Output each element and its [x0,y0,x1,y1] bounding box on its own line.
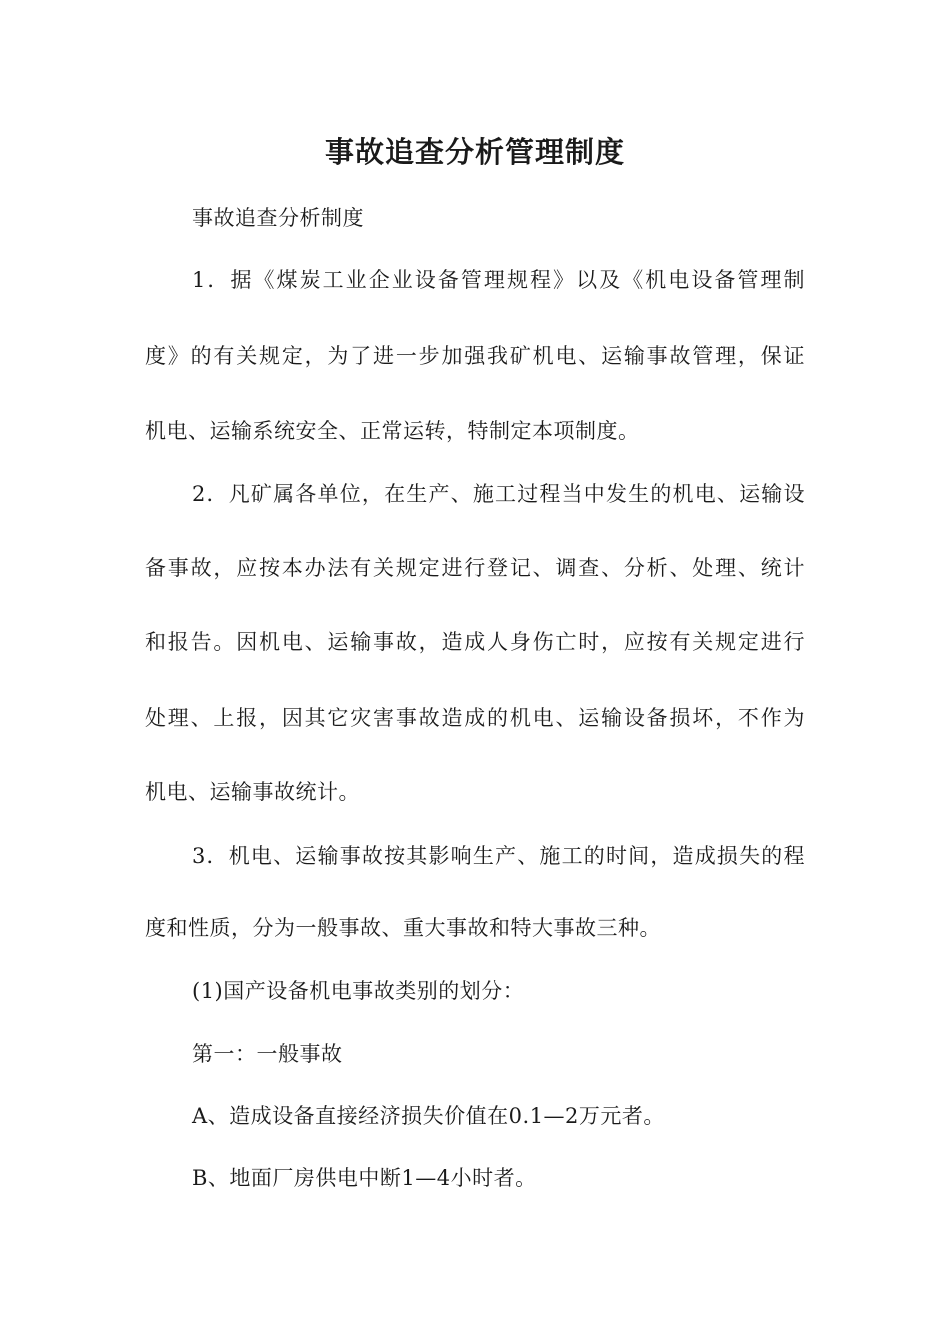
paragraph-line: 备事故，应按本办法有关规定进行登记、调查、分析、处理、统计 [145,556,805,580]
paragraph-line: 2．凡矿属各单位，在生产、施工过程当中发生的机电、运输设 [192,482,805,506]
list-item: A、造成设备直接经济损失价值在0.1—2万元者。 [192,1104,665,1128]
paragraph-line: 度》的有关规定，为了进一步加强我矿机电、运输事故管理，保证 [145,344,805,368]
subsection-heading: (1)国产设备机电事故类别的划分： [192,979,525,1003]
paragraph-line: 处理、上报，因其它灾害事故造成的机电、运输设备损坏，不作为 [145,706,805,730]
document-title: 事故追查分析管理制度 [324,135,625,169]
paragraph-line: 3．机电、运输事故按其影响生产、施工的时间，造成损失的程 [192,844,805,868]
paragraph-line: 和报告。因机电、运输事故，造成人身伤亡时，应按有关规定进行 [145,630,805,654]
category-heading: 第一：一般事故 [192,1042,343,1066]
paragraph-line: 1．据《煤炭工业企业设备管理规程》以及《机电设备管理制 [192,268,805,292]
paragraph-line: 机电、运输系统安全、正常运转，特制定本项制度。 [145,419,640,443]
section-heading: 事故追查分析制度 [192,206,364,230]
list-item: B、地面厂房供电中断1—4小时者。 [192,1166,537,1190]
paragraph-line: 度和性质，分为一般事故、重大事故和特大事故三种。 [145,916,661,940]
paragraph-line: 机电、运输事故统计。 [145,780,360,804]
